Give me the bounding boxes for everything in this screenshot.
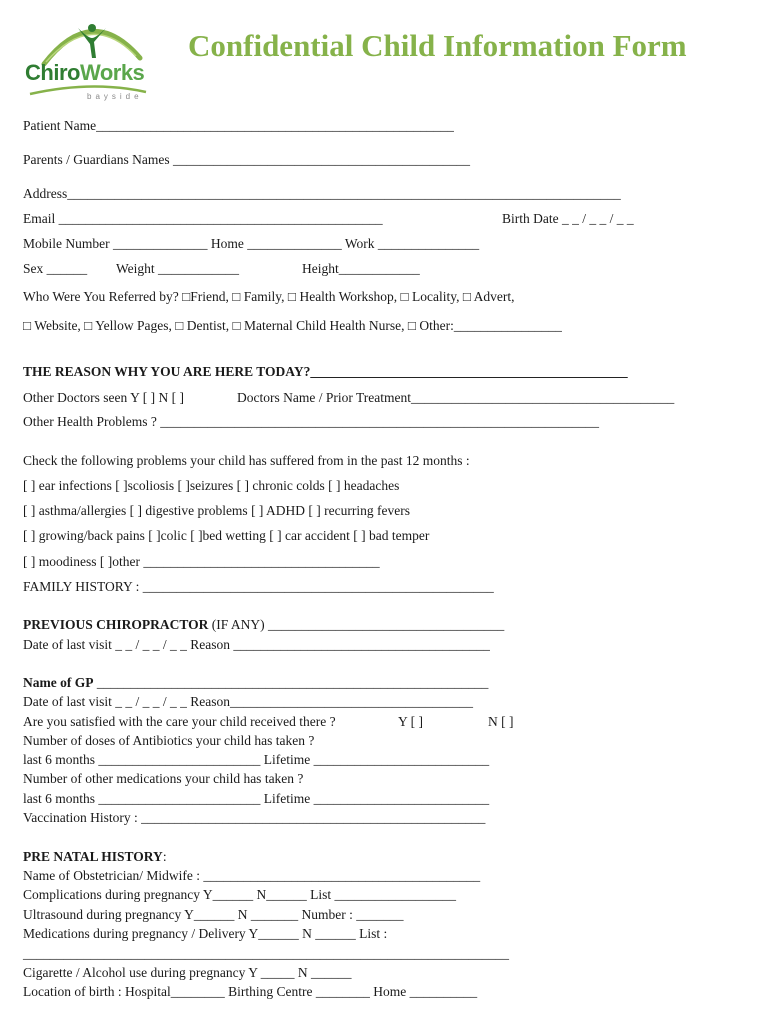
ultrasound-field[interactable]: Ultrasound during pregnancy Y______ N _______ Number : _______	[23, 907, 404, 922]
chiroworks-logo	[22, 8, 162, 104]
antibiotics-question: Number of doses of Antibiotics your child has taken ?	[23, 733, 315, 748]
medications-question: Number of other medications your child has taken ?	[23, 771, 304, 786]
other-doctors-field[interactable]: Other Doctors seen Y [ ] N [ ]	[23, 390, 184, 405]
complications-field[interactable]: Complications during pregnancy Y______ N______ List __________________	[23, 887, 456, 902]
referral-options-1[interactable]: Who Were You Referred by? □Friend, □ Family, □ Health Workshop, □ Locality, □ Advert,	[23, 289, 515, 304]
parents-guardians-field[interactable]: Parents / Guardians Names ____________________________________________	[23, 152, 470, 167]
form-title: Confidential Child Information Form	[188, 28, 687, 63]
satisfied-yes-checkbox[interactable]: Y [ ]	[398, 714, 423, 729]
problems-row-4[interactable]: [ ] moodiness [ ]other ___________________________________	[23, 554, 380, 569]
gp-name-field[interactable]: Name of GP __________________________________________________________	[23, 675, 489, 690]
problems-row-2[interactable]: [ ] asthma/allergies [ ] digestive problems [ ] ADHD [ ] recurring fevers	[23, 503, 410, 518]
antibiotics-fields[interactable]: last 6 months ________________________ Lifetime __________________________	[23, 752, 490, 767]
cigarette-alcohol-field[interactable]: Cigarette / Alcohol use during pregnancy Y _____ N ______	[23, 965, 352, 980]
address-field[interactable]: Address__________________________________________________________________________________	[23, 186, 621, 201]
reason-heading[interactable]: THE REASON WHY YOU ARE HERE TODAY?_______________________________________________	[23, 364, 628, 379]
phone-fields[interactable]: Mobile Number ______________ Home ______________ Work _______________	[23, 236, 480, 251]
logo-wordmark: ChiroWorks	[25, 60, 145, 85]
email-field[interactable]: Email ________________________________________________	[23, 211, 383, 226]
satisfied-no-checkbox[interactable]: N [ ]	[488, 714, 514, 729]
patient-name-field[interactable]: Patient Name_____________________________________________________	[23, 118, 454, 133]
previous-chiropractor-field[interactable]: PREVIOUS CHIROPRACTOR (IF ANY) ___________________________________	[23, 617, 505, 632]
sex-field[interactable]: Sex ______	[23, 261, 88, 276]
vaccination-history-field[interactable]: Vaccination History : ___________________________________________________	[23, 810, 486, 825]
gp-last-visit-field[interactable]: Date of last visit _ _ / _ _ / _ _ Reason____________________________________	[23, 694, 473, 709]
family-history-field[interactable]: FAMILY HISTORY : ____________________________________________________	[23, 579, 494, 594]
prenatal-medications-line[interactable]: ________________________________________________________________________	[23, 946, 509, 961]
problems-row-1[interactable]: [ ] ear infections [ ]scoliosis [ ]seizures [ ] chronic colds [ ] headaches	[23, 478, 400, 493]
medications-fields[interactable]: last 6 months ________________________ Lifetime __________________________	[23, 791, 490, 806]
prenatal-medications-field[interactable]: Medications during pregnancy / Delivery Y______ N ______ List :	[23, 926, 388, 941]
chiro-last-visit-field[interactable]: Date of last visit _ _ / _ _ / _ _ Reason ______________________________________	[23, 637, 490, 652]
prenatal-heading: PRE NATAL HISTORY:	[23, 849, 167, 864]
doctors-name-field[interactable]: Doctors Name / Prior Treatment_______________________________________	[237, 390, 675, 405]
problems-row-3[interactable]: [ ] growing/back pains [ ]colic [ ]bed wetting [ ] car accident [ ] bad temper	[23, 528, 430, 543]
height-field[interactable]: Height____________	[302, 261, 420, 276]
referral-options-2[interactable]: □ Website, □ Yellow Pages, □ Dentist, □ Maternal Child Health Nurse, □ Other:________________	[23, 318, 562, 333]
satisfied-question: Are you satisfied with the care your child received there ?	[23, 714, 336, 729]
birth-location-field[interactable]: Location of birth : Hospital________ Birthing Centre ________ Home __________	[23, 984, 478, 999]
other-health-problems-field[interactable]: Other Health Problems ? _________________________________________________________________	[23, 414, 599, 429]
logo-subtitle: bayside	[87, 92, 143, 101]
problems-instruction: Check the following problems your child has suffered from in the past 12 months :	[23, 453, 470, 468]
obstetrician-field[interactable]: Name of Obstetrician/ Midwife : _________________________________________	[23, 868, 481, 883]
birth-date-field[interactable]: Birth Date _ _ / _ _ / _ _	[502, 211, 634, 226]
weight-field[interactable]: Weight ____________	[116, 261, 240, 276]
